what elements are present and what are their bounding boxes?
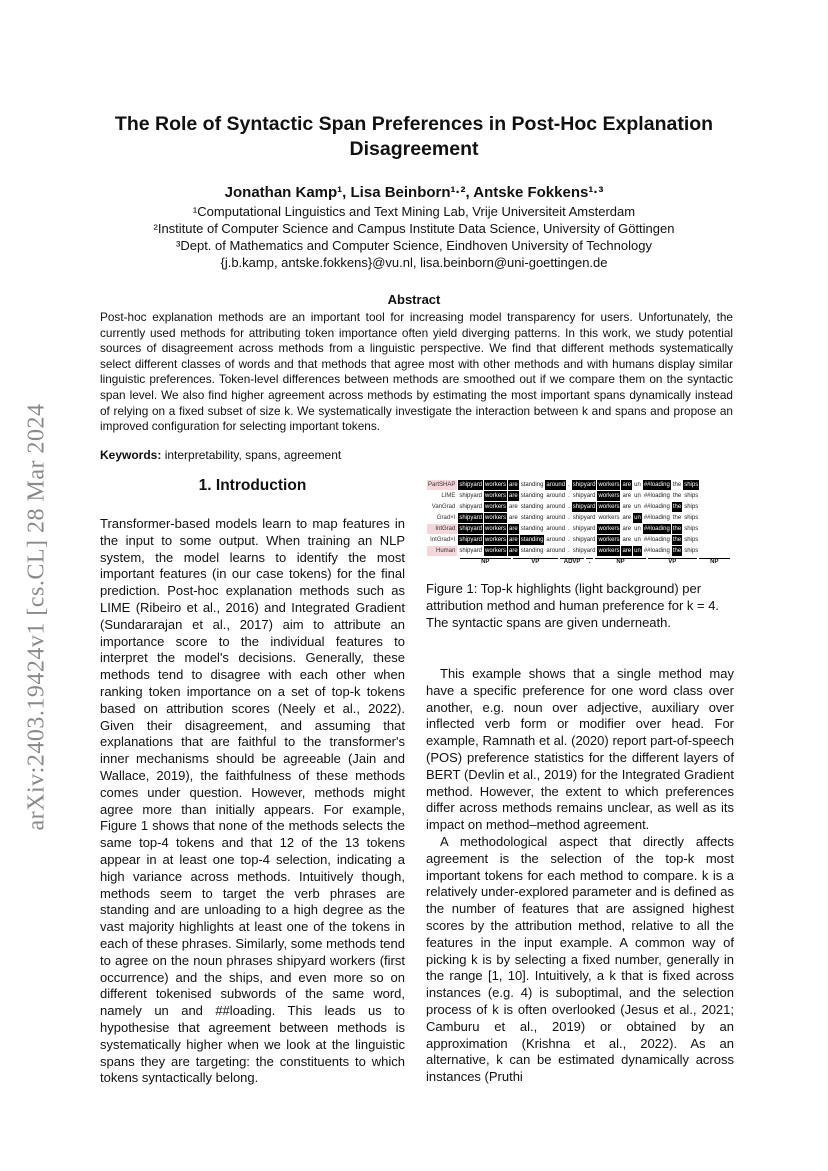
section-heading-introduction: 1. Introduction (198, 477, 307, 494)
token-cell: standing (520, 504, 544, 510)
token-cell: workers (485, 482, 507, 488)
token-cell: are (509, 537, 518, 543)
token-cell: standing (520, 537, 544, 543)
token-cell: around (546, 493, 566, 499)
token-cell: around (546, 504, 566, 510)
token-cell: un (634, 515, 641, 521)
affiliation-2: ²Institute of Computer Science and Campus Institute Data Science, University of Göttingen (153, 221, 675, 236)
method-label: PartSHAP (428, 482, 456, 488)
span-label: VP (648, 558, 697, 565)
token-cell: shipyard (459, 482, 483, 488)
token-cell: ##loading (643, 537, 670, 543)
token-cell: around (546, 548, 566, 554)
token-cell: workers (485, 526, 507, 532)
paper-title: The Role of Syntactic Span Preferences in Post-Hoc Explanation Disagreement (114, 113, 714, 160)
token-cell: are (622, 526, 632, 532)
intro-paragraph-3: A methodological aspect that directly affects agreement is the selection of the top-k most important tokens for each method to compare. k is a relatively under-explored parameter and is defined as the number of features that are assigned highest scores by the attribution method, relative to all the features in the input example. A common way of picking k is by selecting a fixed number, generally in the range [1, 10]. Intuitively, a k that is fixed across instances (e.g. 4) is suboptimal, and the selection process of k is often overlooked (Jesus et al., 2021; Camburu et al., 2019) or obtained by an approximation (Krishna et al., 2022). As an alternative, k can be estimated dynamically across instances (Pruthi (426, 833, 734, 1085)
span-label: VP (513, 558, 558, 565)
token-cell: ##loading (643, 482, 670, 488)
token-cell: the (672, 515, 682, 521)
token-cell: workers (598, 493, 620, 499)
token-cell: shipyard (572, 548, 596, 554)
affiliation-3: ³Dept. of Mathematics and Computer Science, Eindhoven University of Technology (176, 238, 652, 253)
figure-row (427, 480, 699, 490)
affiliation-1: ¹Computational Linguistics and Text Mining Lab, Vrije Universiteit Amsterdam (192, 204, 636, 219)
token-cell: around (546, 482, 566, 488)
token-cell: shipyard (459, 537, 483, 543)
method-label: VanGrad (431, 504, 456, 510)
author-list: Jonathan Kamp¹, Lisa Beinborn¹·², Antske Fokkens¹·³ (224, 184, 604, 201)
token-cell: un (634, 493, 641, 499)
token-cell: . (568, 504, 570, 510)
left-column (100, 516, 405, 1087)
token-cell: shipyard (572, 526, 596, 532)
token-cell: shipyard (572, 537, 596, 543)
figure-row (427, 502, 699, 512)
token-cell: shipyard (572, 493, 596, 499)
token-cell: ships (684, 515, 699, 521)
abstract-heading: Abstract (387, 292, 441, 307)
figure-row (427, 535, 699, 545)
token-cell: are (509, 515, 518, 521)
token-cell: standing (520, 482, 544, 488)
token-cell: the (672, 493, 682, 499)
token-cell: the (672, 504, 682, 510)
token-cell: un (634, 482, 641, 488)
figure-1 (426, 479, 732, 565)
token-cell: shipyard (572, 515, 596, 521)
abstract-text: Post-hoc explanation methods are an important tool for increasing model transparency for users. Unfortunately, the currently used methods for attributing token importance often yield diverging patterns. In this work, we study potential sources of disagreement across methods from a linguistic perspective. We find that different methods systematically select different classes of words and that methods that agree most with other methods and with humans display similar linguistic preferences. Token-level differences between methods are smoothed out if we compare them on the syntactic span level. We also find higher agreement across methods by estimating the most important spans dynamically instead of relying on a fixed subset of size k. We systematically investigate the interaction between k and spans and propose an improved configuration for selecting important tokens. (100, 310, 733, 434)
token-cell: shipyard (459, 515, 483, 521)
figure-row (427, 546, 699, 556)
token-cell: are (509, 504, 518, 510)
token-cell: workers (598, 548, 620, 554)
syntactic-spans (460, 558, 732, 565)
intro-paragraph-2: This example shows that a single method may have a specific preference for one word class over another, e.g. noun over adjective, auxiliary over inflected verb form or modifier over head. For example, Ramnath et al. (2020) report part-of-speech (POS) preference statistics for the different layers of BERT (Devlin et al., 2019) for the Integrated Gradient method. However, the extent to which preferences differ across methods remains unclear, as well as its impact on method–method agreement. (426, 666, 734, 833)
token-cell: workers (485, 548, 507, 554)
figure-row (427, 524, 699, 534)
token-cell: . (568, 548, 570, 554)
figure-row (427, 513, 699, 523)
method-label: Grad×I (436, 515, 456, 521)
token-cell: ships (684, 482, 699, 488)
token-cell: workers (598, 515, 620, 521)
token-cell: are (509, 493, 518, 499)
token-cell: ##loading (643, 504, 670, 510)
token-cell: the (672, 526, 682, 532)
token-cell: . (568, 526, 570, 532)
arxiv-id-text: arXiv:2403.19424v1 [cs.CL] 28 Mar 2024 (23, 403, 50, 831)
token-cell: the (672, 548, 682, 554)
span-label: NP (460, 558, 511, 565)
token-cell: workers (485, 537, 507, 543)
token-cell: standing (520, 548, 544, 554)
token-cell: workers (485, 504, 507, 510)
token-cell: shipyard (459, 526, 483, 532)
token-cell: shipyard (459, 504, 483, 510)
token-cell: are (622, 537, 632, 543)
token-cell: un (634, 504, 641, 510)
keywords-label: Keywords: (100, 448, 162, 462)
token-cell: are (622, 482, 632, 488)
token-cell: shipyard (459, 493, 483, 499)
span-label: NP (595, 558, 646, 565)
token-cell: are (509, 526, 518, 532)
token-cell: standing (520, 515, 544, 521)
highlight-table (426, 479, 700, 557)
right-column (426, 666, 734, 1086)
token-cell: workers (598, 537, 620, 543)
method-label: IntGrad (427, 524, 457, 534)
token-cell: shipyard (572, 482, 596, 488)
token-cell: ##loading (643, 548, 670, 554)
span-label: ADVP (560, 558, 584, 565)
span-label: NP (699, 558, 730, 565)
token-cell: ##loading (643, 515, 670, 521)
token-cell: ships (684, 537, 699, 543)
token-cell: are (509, 482, 518, 488)
token-cell: . (568, 482, 570, 488)
token-cell: workers (598, 504, 620, 510)
token-cell: around (546, 526, 566, 532)
token-cell: ships (684, 526, 699, 532)
token-cell: workers (598, 482, 620, 488)
token-cell: standing (520, 526, 544, 532)
keywords-value: interpretability, spans, agreement (164, 448, 342, 462)
token-cell: are (622, 504, 632, 510)
token-cell: . (568, 537, 570, 543)
figure-1-caption: Figure 1: Top-k highlights (light background) per attribution method and human preference for k = 4. The syntactic spans are given underneath. (426, 581, 720, 630)
token-cell: shipyard (459, 548, 483, 554)
token-cell: the (672, 482, 682, 488)
token-cell: workers (485, 515, 507, 521)
token-cell: shipyard (572, 504, 596, 510)
token-cell: are (622, 493, 632, 499)
arxiv-identifier (16, 362, 58, 872)
token-cell: standing (520, 493, 544, 499)
keywords (100, 448, 341, 462)
token-cell: around (546, 515, 566, 521)
token-cell: workers (598, 526, 620, 532)
token-cell: ##loading (643, 493, 670, 499)
token-cell: around (546, 537, 566, 543)
token-cell: un (634, 526, 641, 532)
token-cell: ##loading (643, 526, 670, 532)
span-label: . (586, 558, 593, 565)
token-cell: are (509, 548, 518, 554)
token-cell: are (622, 515, 632, 521)
method-label: IntGrad×I (430, 537, 456, 543)
method-label: Human (427, 546, 457, 556)
token-cell: un (634, 548, 641, 554)
token-cell: workers (485, 493, 507, 499)
token-cell: ships (684, 548, 699, 554)
token-cell: . (568, 493, 570, 499)
author-emails: {j.b.kamp, antske.fokkens}@vu.nl, lisa.beinborn@uni-goettingen.de (220, 255, 608, 270)
token-cell: ships (684, 493, 699, 499)
token-cell: ships (684, 504, 699, 510)
figure-row (427, 491, 699, 501)
method-label: LIME (441, 493, 456, 499)
token-cell: un (634, 537, 641, 543)
token-cell: . (568, 515, 570, 521)
token-cell: are (622, 548, 632, 554)
intro-paragraph-1: Transformer-based models learn to map features in the input to some output. When training an NLP system, the model learns to identify the most important features (in our case tokens) for the final prediction. Post-hoc explanation methods such as LIME (Ribeiro et al., 2016) and Integrated Gradient (Sundararajan et al., 2017) aim to attribute an importance score to the individual features to interpret the model's decisions. Generally, these methods tend to disagree with each other when ranking token importance on a set of top-k tokens based on attribution scores (Neely et al., 2022). Given their disagreement, and assuming that explanations that are faithful to the transformer's inner mechanisms should be agreeable (Jain and Wallace, 2019), the faithfulness of these methods comes under question. However, methods might agree more than initially appears. For example, Figure 1 shows that none of the methods selects the same top-4 tokens and that 12 of the 13 tokens appear in at least one top-4 selection, indicating a high variance across methods. Intuitively though, methods seem to target the verb phrases are standing and are unloading to a high degree as the vast majority highlights at least one of the tokens in each of these phrases. Similarly, some methods tend to agree on the noun phrases shipyard workers (first occurrence) and the ships, and even more so on different tokenised subwords of the same word, namely un and ##loading. This leads us to hypothesise that agreement between methods is systematically higher when we look at the linguistic spans they are targeting: the constituents to which tokens syntactically belong. (100, 516, 405, 1086)
token-cell: the (672, 537, 682, 543)
